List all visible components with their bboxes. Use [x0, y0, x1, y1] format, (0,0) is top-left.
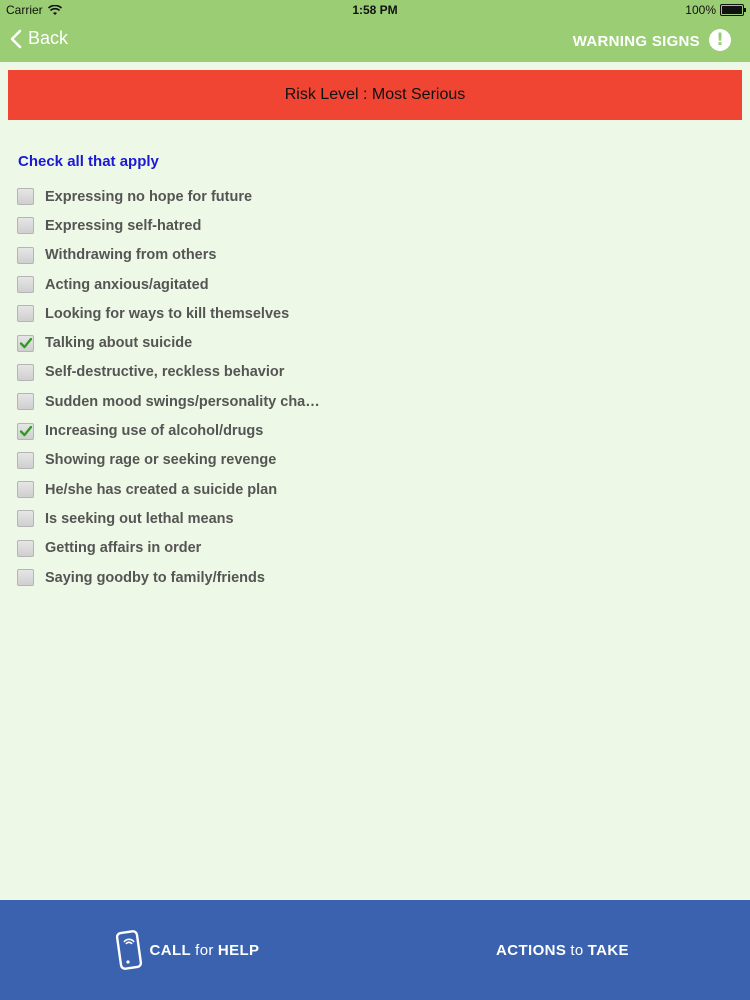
take-word: TAKE — [587, 941, 629, 959]
checkmark-icon — [19, 336, 33, 350]
back-label: Back — [28, 28, 69, 48]
instruction-text: Check all that apply — [18, 153, 159, 170]
checkbox-checked[interactable] — [17, 335, 34, 352]
checkbox-unchecked[interactable] — [17, 276, 34, 293]
checklist-item[interactable] — [17, 475, 320, 504]
checkbox-unchecked[interactable] — [17, 393, 34, 410]
checkbox-checked[interactable] — [17, 423, 34, 440]
checklist-item[interactable] — [17, 504, 320, 533]
checkmark-icon — [19, 424, 33, 438]
to-word: to — [570, 941, 584, 959]
phone-icon — [116, 930, 144, 970]
checkbox-unchecked[interactable] — [17, 217, 34, 234]
checklist-item-label: He/she has created a suicide plan — [45, 481, 278, 498]
actions-word: ACTIONS — [496, 941, 567, 959]
status-time: 1:58 PM — [352, 3, 398, 17]
checkbox-unchecked[interactable] — [17, 188, 34, 205]
page-title: WARNING SIGNS — [572, 33, 700, 50]
checklist-item-label: Getting affairs in order — [45, 540, 202, 557]
exclamation-circle-icon[interactable]: ! — [709, 29, 731, 51]
checklist-item[interactable] — [17, 416, 320, 445]
call-for-help-button[interactable] — [0, 900, 375, 1000]
checklist-item-label: Withdrawing from others — [45, 247, 217, 264]
checklist-item-label: Looking for ways to kill themselves — [45, 305, 290, 322]
checklist-item[interactable] — [17, 328, 320, 357]
checklist-item-label: Saying goodby to family/friends — [45, 569, 265, 586]
checklist-item-label: Self-destructive, reckless behavior — [45, 364, 285, 381]
battery-icon — [720, 4, 744, 16]
checkbox-unchecked[interactable] — [17, 540, 34, 557]
checklist-item-label: Acting anxious/agitated — [45, 276, 209, 293]
checklist-item[interactable] — [17, 534, 320, 563]
checklist-item-label: Expressing no hope for future — [45, 188, 253, 205]
checklist-item[interactable] — [17, 446, 320, 475]
checkbox-unchecked[interactable] — [17, 481, 34, 498]
risk-level-text: Risk Level : Most Serious — [284, 86, 466, 103]
actions-to-take-button[interactable] — [375, 900, 750, 1000]
warning-signs-checklist — [17, 182, 320, 592]
help-word: HELP — [217, 941, 260, 959]
checklist-item[interactable] — [17, 270, 320, 299]
bottom-action-bar — [0, 900, 750, 1000]
checklist-item-label: Talking about suicide — [45, 335, 193, 352]
checklist-item[interactable] — [17, 299, 320, 328]
nav-bar — [0, 20, 750, 62]
checklist-item-label: Is seeking out lethal means — [45, 510, 234, 527]
carrier-label: Carrier — [6, 3, 43, 17]
checklist-item-label: Increasing use of alcohol/drugs — [45, 423, 264, 440]
battery-info — [685, 3, 744, 17]
chevron-left-icon — [10, 29, 22, 49]
checkbox-unchecked[interactable] — [17, 364, 34, 381]
checkbox-unchecked[interactable] — [17, 569, 34, 586]
checkbox-unchecked[interactable] — [17, 305, 34, 322]
checkbox-unchecked[interactable] — [17, 247, 34, 264]
back-button[interactable] — [10, 28, 68, 49]
status-bar — [0, 0, 750, 20]
checklist-item-label: Showing rage or seeking revenge — [45, 452, 277, 469]
checkbox-unchecked[interactable] — [17, 510, 34, 527]
call-word: CALL — [149, 941, 192, 959]
checklist-item[interactable] — [17, 563, 320, 592]
checklist-item[interactable] — [17, 387, 320, 416]
checklist-item[interactable] — [17, 182, 320, 211]
checklist-item[interactable] — [17, 241, 320, 270]
checklist-item-label: Expressing self-hatred — [45, 217, 202, 234]
checklist-item[interactable] — [17, 211, 320, 240]
for-word: for — [195, 941, 214, 959]
checklist-item-label: Sudden mood swings/personality cha… — [45, 393, 320, 410]
checklist-item[interactable] — [17, 358, 320, 387]
checkbox-unchecked[interactable] — [17, 452, 34, 469]
risk-level-banner — [8, 70, 742, 120]
battery-percent: 100% — [685, 3, 716, 17]
